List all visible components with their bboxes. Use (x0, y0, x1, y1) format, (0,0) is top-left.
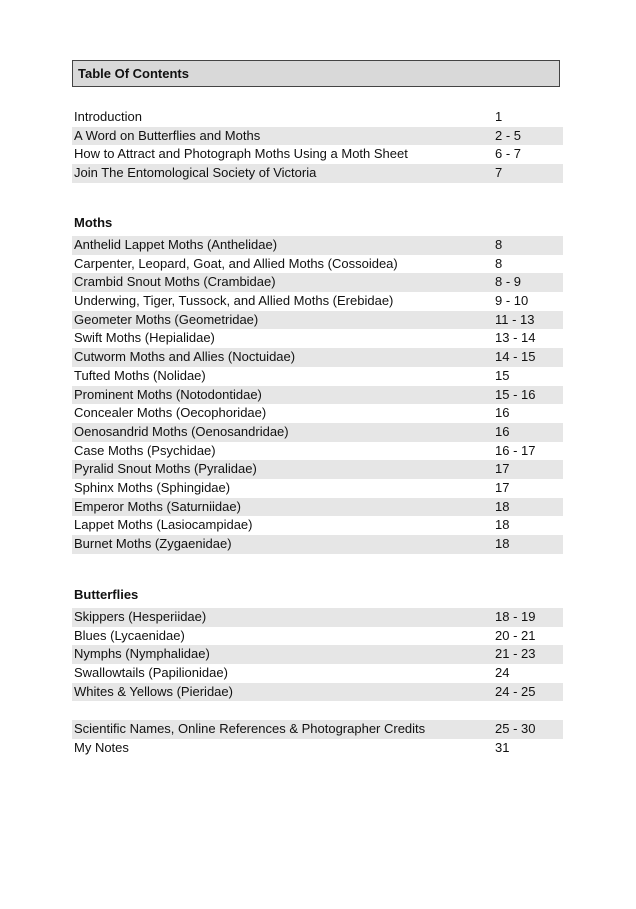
toc-row (72, 311, 563, 330)
toc-entry-title: Skippers (Hesperiidae) (74, 609, 207, 624)
toc-entry-title: Geometer Moths (Geometridae) (74, 311, 259, 327)
toc-entry-pages: 8 (495, 255, 503, 271)
toc-entry-pages: 24 (495, 665, 510, 681)
toc-entry-pages: 14 - 15 (495, 349, 536, 365)
butterflies-section (72, 608, 563, 701)
toc-row (72, 739, 563, 758)
toc-entry-pages: 20 - 21 (495, 627, 536, 643)
toc-entry-title: How to Attract and Photograph Moths Using a Moth Sheet (74, 146, 408, 162)
toc-row (72, 516, 563, 535)
toc-row (72, 683, 563, 702)
toc-entry-title: Blues (Lycaenidae) (74, 627, 185, 643)
toc-entry-pages: 16 - 17 (495, 442, 536, 458)
toc-row (72, 367, 563, 386)
toc-entry-pages: 11 - 13 (495, 311, 535, 327)
toc-row (72, 127, 563, 146)
toc-entry-title: Introduction (74, 109, 142, 124)
butterflies-heading: Butterflies (74, 587, 139, 602)
toc-entry-pages: 18 (495, 498, 510, 514)
toc-row (72, 720, 563, 739)
toc-entry-title: Nymphs (Nymphalidae) (74, 646, 210, 662)
toc-entry-title: Case Moths (Psychidae) (74, 442, 216, 458)
toc-row (72, 627, 563, 646)
toc-entry-pages: 8 (495, 237, 503, 252)
toc-entry-pages: 13 - 14 (495, 330, 536, 346)
toc-entry-pages: 15 - 16 (495, 386, 536, 402)
toc-entry-title: Anthelid Lappet Moths (Anthelidae) (74, 237, 278, 252)
toc-row (72, 255, 563, 274)
toc-entry-pages: 6 - 7 (495, 146, 522, 162)
toc-entry-pages: 21 - 23 (495, 646, 536, 662)
toc-entry-pages: 17 (495, 461, 510, 477)
toc-entry-title: Tufted Moths (Nolidae) (74, 367, 206, 383)
toc-row (72, 645, 563, 664)
toc-entry-title: Burnet Moths (Zygaenidae) (74, 536, 232, 551)
toc-entry-pages: 16 (495, 405, 510, 421)
toc-entry-title: Crambid Snout Moths (Crambidae) (74, 274, 276, 290)
toc-row (72, 608, 563, 627)
toc-entry-title: Cutworm Moths and Allies (Noctuidae) (74, 349, 296, 365)
toc-row (72, 498, 563, 517)
toc-entry-pages: 31 (495, 739, 510, 755)
toc-row (72, 273, 563, 292)
toc-entry-pages: 25 - 30 (495, 721, 536, 736)
toc-entry-title: Prominent Moths (Notodontidae) (74, 386, 262, 402)
toc-row (72, 442, 563, 461)
toc-row (72, 423, 563, 442)
toc-entry-title: Concealer Moths (Oecophoridae) (74, 405, 267, 421)
toc-entry-title: A Word on Butterflies and Moths (74, 127, 261, 143)
toc-row (72, 108, 563, 127)
toc-entry-pages: 9 - 10 (495, 293, 529, 309)
toc-row (72, 348, 563, 367)
toc-entry-pages: 15 (495, 367, 510, 383)
toc-entry-title: Oenosandrid Moths (Oenosandridae) (74, 423, 289, 439)
toc-entry-title: Swallowtails (Papilionidae) (74, 665, 228, 681)
toc-row (72, 236, 563, 255)
toc-row (72, 664, 563, 683)
toc-entry-pages: 24 - 25 (495, 683, 536, 699)
toc-header: Table Of Contents (72, 60, 560, 87)
toc-entry-title: Scientific Names, Online References & Photographer Credits (74, 721, 426, 736)
toc-entry-title: Sphinx Moths (Sphingidae) (74, 479, 231, 495)
moths-section (72, 236, 563, 554)
toc-entry-title: Join The Entomological Society of Victoria (74, 165, 317, 181)
toc-entry-title: Lappet Moths (Lasiocampidae) (74, 517, 253, 533)
moths-heading: Moths (74, 215, 113, 230)
toc-row (72, 145, 563, 164)
toc-entry-title: Carpenter, Leopard, Goat, and Allied Moths (Cossoidea) (74, 255, 398, 271)
toc-entry-pages: 1 (495, 109, 503, 124)
toc-entry-title: Emperor Moths (Saturniidae) (74, 498, 241, 514)
toc-entry-title: Underwing, Tiger, Tussock, and Allied Moths (Erebidae) (74, 293, 394, 309)
appendix-section (72, 720, 563, 757)
toc-entry-pages: 18 - 19 (495, 609, 536, 624)
toc-entry-pages: 7 (495, 165, 503, 181)
toc-row (72, 329, 563, 348)
toc-row (72, 404, 563, 423)
toc-entry-title: Pyralid Snout Moths (Pyralidae) (74, 461, 257, 477)
toc-row (72, 479, 563, 498)
toc-row (72, 386, 563, 405)
toc-entry-pages: 17 (495, 479, 510, 495)
toc-entry-pages: 16 (495, 423, 510, 439)
toc-row (72, 292, 563, 311)
toc-entry-pages: 18 (495, 517, 510, 533)
toc-row (72, 535, 563, 554)
toc-entry-pages: 8 - 9 (495, 274, 522, 290)
toc-entry-pages: 2 - 5 (495, 127, 522, 143)
toc-row (72, 164, 563, 183)
toc-entry-title: Swift Moths (Hepialidae) (74, 330, 215, 346)
toc-entry-title: My Notes (74, 739, 129, 755)
toc-entry-title: Whites & Yellows (Pieridae) (74, 683, 233, 699)
toc-row (72, 460, 563, 479)
toc-entry-pages: 18 (495, 536, 510, 551)
intro-section (72, 108, 563, 183)
